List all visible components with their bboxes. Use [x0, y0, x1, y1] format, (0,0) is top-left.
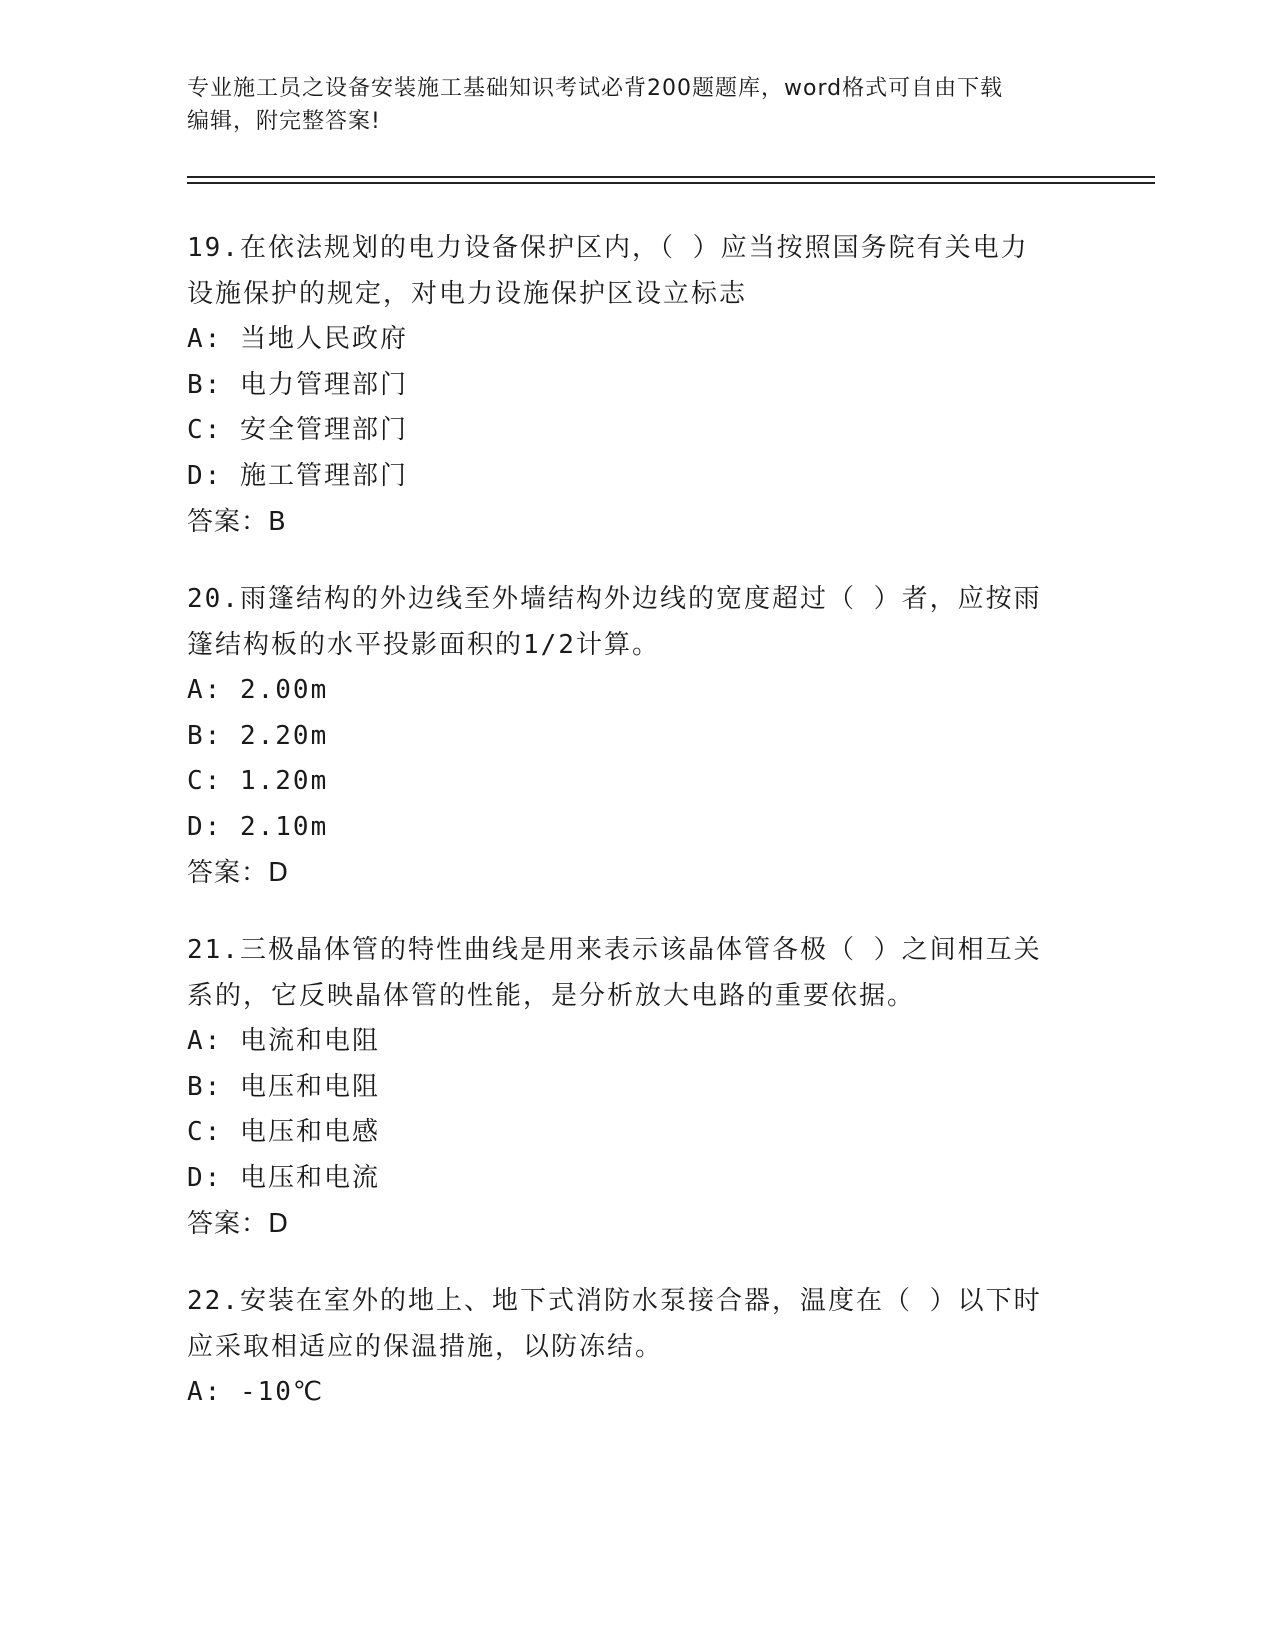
question-21 — [187, 927, 1087, 1247]
header-divider-top — [187, 176, 1155, 178]
option-c: C: 电压和电感 — [187, 1117, 380, 1147]
header-divider-bottom — [187, 182, 1155, 184]
option-a: A: 电流和电阻 — [187, 1026, 380, 1056]
document-header: 专业施工员之设备安装施工基础知识考试必背200题题库，word格式可自由下载 编辑，附完整答案! — [187, 76, 1004, 134]
question-20 — [187, 576, 1087, 896]
question-stem: 20.雨篷结构的外边线至外墙结构外边线的宽度超过（ ）者，应按雨 篷结构板的水平投影面积的1/2计算。 — [187, 584, 1042, 660]
answer-label: 答案：B — [187, 507, 287, 537]
option-d: D: 2.10m — [187, 811, 329, 842]
option-d: D: 电压和电流 — [187, 1162, 380, 1193]
option-b: B: 电压和电阻 — [187, 1071, 380, 1102]
question-stem: 19.在依法规划的电力设备保护区内，（ ）应当按照国务院有关电力 设施保护的规定，对电力设施保护区设立标志 — [187, 233, 1029, 309]
option-b: B: 2.20m — [187, 720, 329, 751]
question-19 — [187, 225, 1087, 545]
question-stem: 22.安装在室外的地上、地下式消防水泵接合器，温度在（ ）以下时 应采取相适应的保温措施，以防冻结。 — [187, 1286, 1042, 1362]
question-stem: 21.三极晶体管的特性曲线是用来表示该晶体管各极（ ）之间相互关 系的，它反映晶体管的性能，是分析放大电路的重要依据。 — [187, 935, 1042, 1011]
option-a: A: 2.00m — [187, 675, 329, 705]
option-a: A: -10℃ — [187, 1377, 325, 1407]
answer-label: 答案：D — [187, 858, 290, 888]
option-c: C: 安全管理部门 — [187, 415, 408, 445]
question-22 — [187, 1278, 1087, 1416]
option-d: D: 施工管理部门 — [187, 460, 408, 491]
option-a: A: 当地人民政府 — [187, 324, 408, 354]
option-c: C: 1.20m — [187, 766, 329, 796]
option-b: B: 电力管理部门 — [187, 369, 408, 400]
answer-label: 答案：D — [187, 1209, 290, 1239]
